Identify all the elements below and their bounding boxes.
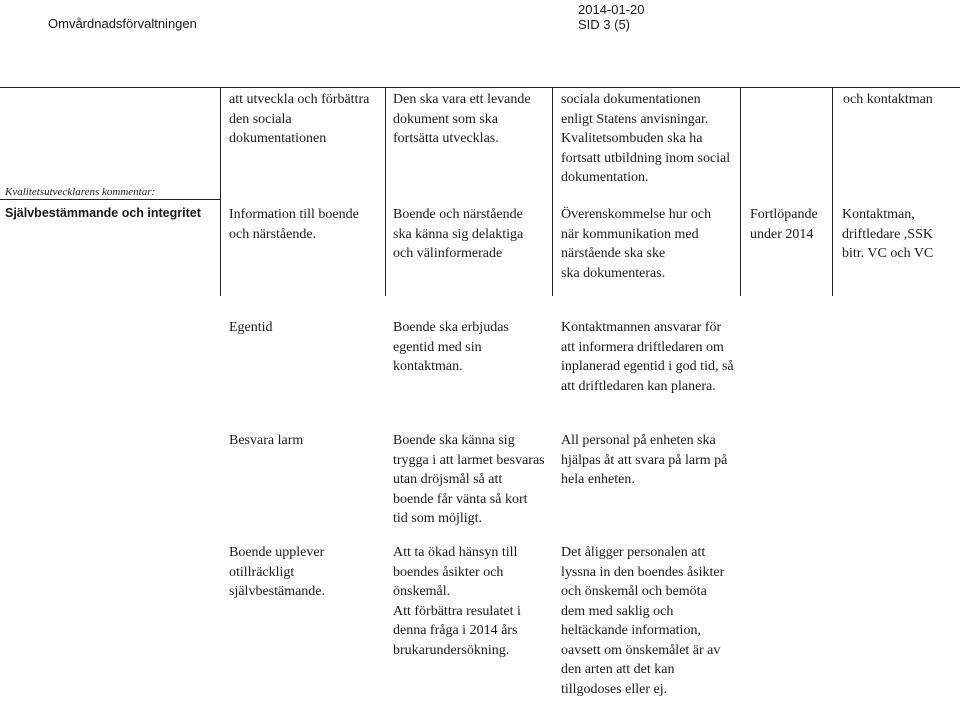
column-divider — [552, 87, 553, 296]
section-title: Självbestämmande och integritet — [5, 206, 201, 220]
action-cell: Kontaktmannen ansvarar för att informera driftledaren om inplanerad egentid i god tid, så att driftledaren kan planera. — [561, 320, 734, 394]
action-cell: Det åligger personalen att lyssna in den boendes åsikter och önskemål och bemöta dem med saklig och heltäckande information, oavsett om önskemålet är av den arten att det kan tillgodoses eller ej. — [561, 545, 725, 697]
column-divider — [832, 87, 833, 296]
column-divider — [385, 87, 386, 296]
target-cell: Den ska vara ett levande dokument som ska fortsätta utvecklas. — [393, 92, 531, 146]
action-cell: Överenskommelse hur och när kommunikation med närstående ska ske ska dokumenteras. — [561, 207, 712, 281]
comment-label: Kvalitetsutvecklarens kommentar: — [5, 186, 156, 198]
responsible-cell: Kontaktman, driftledare ,SSK bitr. VC och VC — [842, 207, 934, 261]
organization-name: Omvårdnadsförvaltningen — [48, 16, 197, 31]
column-divider — [740, 87, 741, 296]
document-date: 2014-01-20 — [578, 2, 645, 17]
goal-cell: Boende upplever otillräckligt självbestämande. — [229, 545, 326, 599]
responsible-cell: och kontaktman — [843, 92, 933, 107]
action-cell: All personal på enheten ska hjälpas åt att svara på larm på hela enheten. — [561, 433, 728, 487]
goal-cell: Information till boende och närstående. — [229, 207, 359, 242]
row-divider — [0, 199, 220, 200]
target-cell: Boende ska känna sig trygga i att larmet besvaras utan dröjsmål så att boende får vänta så kort tid som möjligt. — [393, 433, 545, 526]
timeframe-cell: Fortlöpande under 2014 — [750, 207, 818, 242]
goal-cell: Besvara larm — [229, 433, 304, 448]
target-cell: Boende ska erbjudas egentid med sin kontaktman. — [393, 320, 509, 374]
document-meta — [578, 2, 645, 32]
page-number: SID 3 (5) — [578, 17, 631, 32]
target-cell: Boende och närstående ska känna sig delaktiga och välinformerade — [393, 207, 524, 261]
target-cell: Att ta ökad hänsyn till boendes åsikter och önskemål. Att förbättra resulatet i denna fråga i 2014 års brukarundersökning. — [393, 545, 521, 658]
action-cell: sociala dokumentationen enligt Statens anvisningar. Kvalitetsombuden ska ha fortsatt utbildning inom social dokumentation. — [561, 92, 731, 185]
column-divider — [220, 87, 221, 296]
goal-cell: att utveckla och förbättra den sociala dokumentationen — [229, 92, 370, 146]
table-top-border — [0, 87, 960, 88]
goal-cell: Egentid — [229, 320, 273, 335]
